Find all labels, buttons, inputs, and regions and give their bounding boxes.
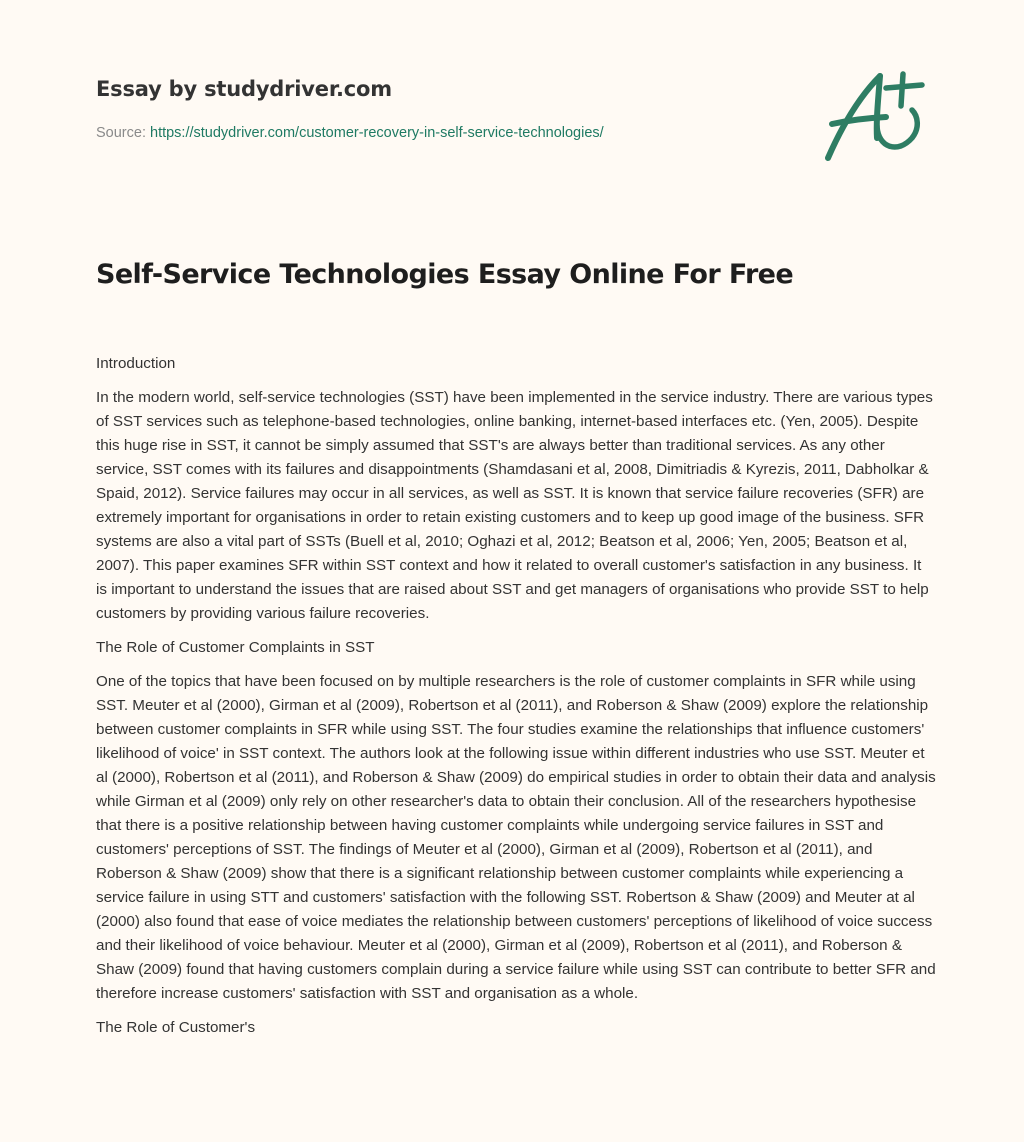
site-title: Essay by studydriver.com	[96, 77, 392, 101]
source-line	[96, 123, 796, 143]
section-heading-role-of-customers: The Role of Customer's	[96, 1019, 256, 1036]
source-link[interactable]: https://studydriver.com/customer-recovery-in-self-service-technologies/	[150, 125, 604, 141]
section-body-introduction: In the modern world, self-service technologies (SST) have been implemented in the service industry. There are various types of SST services such as telephone-based technologies, online banking, internet-based interfaces etc. (Yen, 2005). Despite this huge rise in SST, it cannot be simply assumed that SST's are always better than traditional services. As any other service, SST comes with its failures and disappointments (Shamdasani et al, 2008, Dimitriadis & Kyrezis, 2011, Dabholkar & Spaid, 2012). Service failures may occur in all services, as well as SST. It is known that service failure recoveries (SFR) are extremely important for organisations in order to retain existing customers and to keep up good image of the business. SFR systems are also a vital part of SSTs (Buell et al, 2010; Oghazi et al, 2012; Beatson et al, 2006; Yen, 2005; Beatson et al, 2007). This paper examines SFR within SST context and how it related to overall customer's satisfaction in any business. It is important to understand the issues that are raised about SST and get managers of organisations who provide SST to help customers by providing various failure recoveries.	[96, 389, 933, 622]
section-body-customer-complaints: One of the topics that have been focused on by multiple researchers is the role of customer complaints in SFR while using SST. Meuter et al (2000), Girman et al (2009), Robertson et al (2011), and Roberson & Shaw (2009) explore the relationship between customer complaints in SFR while using SST. The four studies examine the relationships that influence customers' likelihood of voice' in SST context. The authors look at the following issue within different industries who use SST. Meuter et al (2000), Robertson et al (2011), and Roberson & Shaw (2009) do empirical studies in order to obtain their data and analysis while Girman et al (2009) only rely on other researcher's data to obtain their conclusion. All of the researchers hypothesise that there is a positive relationship between having customer complaints while undergoing service failures in SST and customers' perceptions of SST. The findings of Meuter et al (2000), Girman et al (2009), Robertson et al (2011), and Roberson & Shaw (2009) show that there is a significant relationship between customer complaints while experiencing a service failure in using STT and customers' satisfaction with the following SST. Robertson & Shaw (2009) and Meuter at al (2000) also found that ease of voice mediates the relationship between customers' perceptions of likelihood of voice success and their likelihood of voice behaviour. Meuter et al (2000), Girman et al (2009), Robertson et al (2011), and Roberson & Shaw (2009) found that having customers complain during a service failure while using SST can contribute to better SFR and therefore increase customers' satisfaction with SST and organisation as a whole.	[96, 673, 936, 1002]
section-heading-introduction: Introduction	[96, 355, 176, 372]
section-heading-customer-complaints: The Role of Customer Complaints in SST	[96, 639, 375, 656]
page-title: Self-Service Technologies Essay Online For Free	[96, 259, 794, 290]
essay-content	[96, 352, 936, 1050]
source-label: Source:	[96, 125, 150, 141]
site-header	[96, 74, 796, 143]
a-plus-grade-icon	[820, 66, 930, 166]
